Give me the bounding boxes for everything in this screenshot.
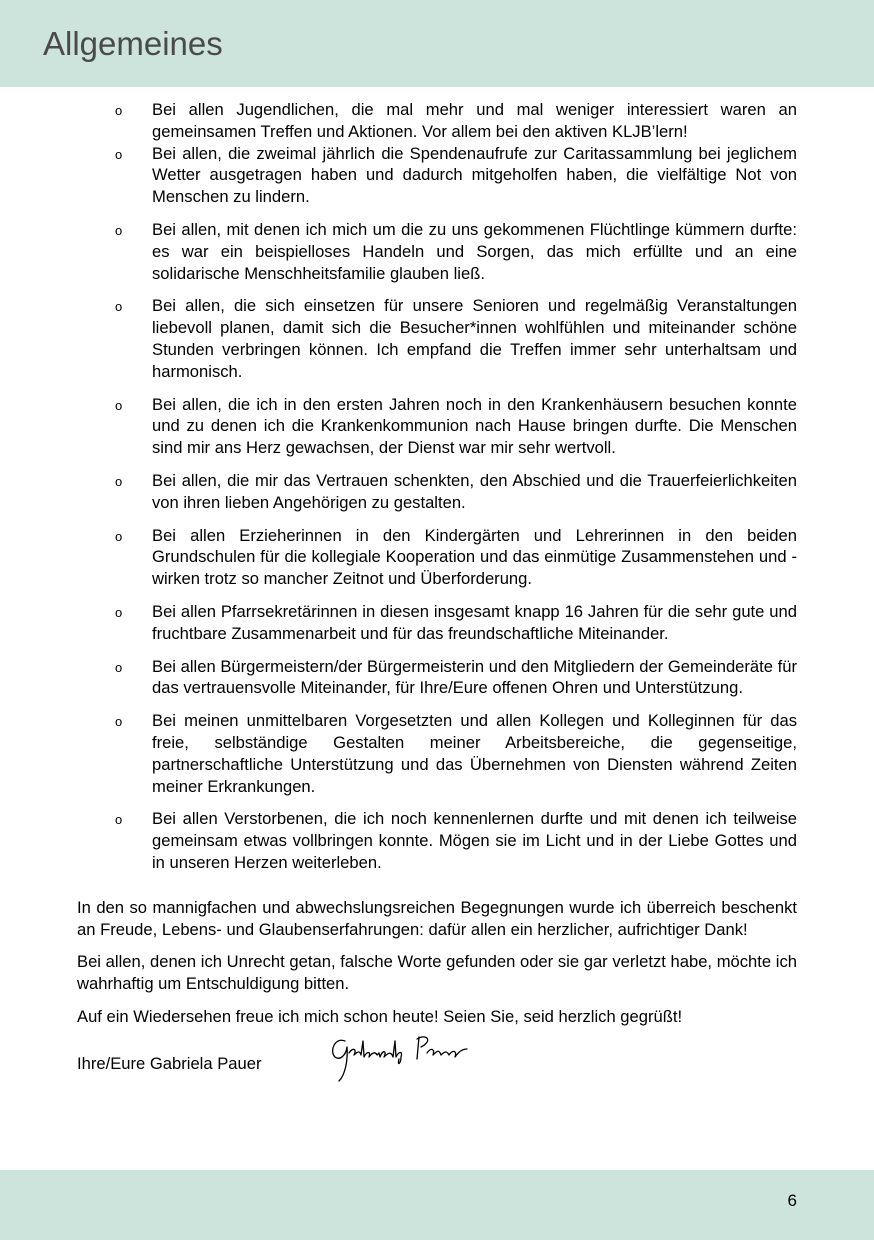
- thanks-paragraph: In den so mannigfachen und abwechslungsreichen Begegnungen wurde ich überreich beschenkt an Freude, Lebens- und Glaubenserfahrungen: dafür allen ein herzlicher, aufrichtiger Dank!: [77, 897, 797, 939]
- list-item: o Bei meinen unmittelbaren Vorgesetzten und allen Kollegen und Kolleginnen für das freie, selbständige Gestalten meiner Arbeitsbereiche, die gegenseitige, partnerschaftliche Unterstützung und das Übernehmen von Diensten während Zeiten meiner Erkrankungen.: [115, 711, 797, 796]
- bullet-marker: o: [115, 146, 123, 162]
- list-item: o Bei allen, die zweimal jährlich die Spendenaufrufe zur Caritassammlung bei jeglichem Wetter ausgetragen haben und dadurch mitgeholfen haben, die vielfältige Not von Menschen zu lindern.: [115, 143, 797, 207]
- list-item: o Bei allen Verstorbenen, die ich noch kennenlernen durfte und mit denen ich teilweise gemeinsam etwas vollbringen konnte. Mögen sie im Licht und in der Liebe Gottes und in unseren Herzen weiterleben.: [115, 809, 797, 872]
- page-number: 6: [787, 1191, 797, 1210]
- bullet-marker: o: [115, 473, 123, 489]
- list-item: o Bei allen, die sich einsetzen für unsere Senioren und regelmäßig Veranstaltungen liebevoll planen, damit sich die Besucher*innen wohlfühlen und miteinander schöne Stunden verbringen können. Ich empfand die Treffen immer sehr unterhaltsam und harmonisch.: [115, 296, 797, 381]
- thanks-list: [77, 99, 797, 874]
- apology-paragraph: Bei allen, denen ich Unrecht getan, falsche Worte gefunden oder sie gar verletzt habe, möchte ich wahrhaftig um Entschuldigung bitten.: [77, 952, 797, 994]
- list-item: o Bei allen Erzieherinnen in den Kindergärten und Lehrerinnen in den beiden Grundschulen für die kollegiale Kooperation und das einmütige Zusammenstehen und -wirken trotz so mancher Zeitnot und Überforderung.: [115, 525, 797, 589]
- bullet-marker: o: [115, 222, 123, 238]
- signature-row: [77, 1039, 797, 1099]
- closing-section: [77, 897, 797, 1099]
- list-item: o Bei allen Jugendlichen, die mal mehr und mal weniger interessiert waren an gemeinsamen Treffen und Aktionen. Vor allem bei den aktiven KLJB’lern!: [115, 100, 797, 141]
- bullet-marker: o: [115, 812, 123, 828]
- bullet-marker: o: [115, 528, 123, 544]
- page-title: Allgemeines: [43, 25, 223, 62]
- list-item: o Bei allen, mit denen ich mich um die zu uns gekommenen Flüchtlinge kümmern durfte: es war ein beispielloses Handeln und Sorgen, das mich erfüllte und an eine solidarische Menschheitsfamilie glauben ließ.: [115, 219, 797, 283]
- list-item: o Bei allen, die mir das Vertrauen schenkten, den Abschied und die Trauerfeierlichkeiten von ihren lieben Angehörigen zu gestalten.: [115, 470, 797, 512]
- bullet-marker: o: [115, 604, 123, 620]
- greeting-paragraph: Auf ein Wiedersehen freue ich mich schon heute! Seien Sie, seid herzlich gegrüßt!: [77, 1006, 683, 1026]
- header-band: [0, 0, 874, 87]
- list-item: o Bei allen, die ich in den ersten Jahren noch in den Krankenhäusern besuchen konnte und zu denen ich die Krankenkommunion nach Hause bringen durfte. Die Menschen sind mir ans Herz gewachsen, der Dienst war mir sehr wertvoll.: [115, 394, 797, 458]
- signoff-text: Ihre/Eure Gabriela Pauer: [77, 1053, 262, 1073]
- bullet-marker: o: [115, 103, 123, 118]
- letter-body: [77, 99, 797, 1099]
- footer-band: [0, 1170, 874, 1240]
- bullet-marker: o: [115, 659, 123, 675]
- list-item: o Bei allen Bürgermeistern/der Bürgermeisterin und den Mitgliedern der Gemeinderäte für das vertrauensvolle Miteinander, für Ihre/Eure offenen Ohren und Unterstützung.: [115, 656, 797, 698]
- list-item: o Bei allen Pfarrsekretärinnen in diesen insgesamt knapp 16 Jahren für die sehr gute und fruchtbare Zusammenarbeit und für das freundschaftliche Miteinander.: [115, 601, 797, 643]
- bullet-marker: o: [115, 714, 123, 730]
- bullet-marker: o: [115, 397, 123, 413]
- bullet-marker: o: [115, 299, 123, 315]
- handwritten-signature: [327, 1027, 477, 1087]
